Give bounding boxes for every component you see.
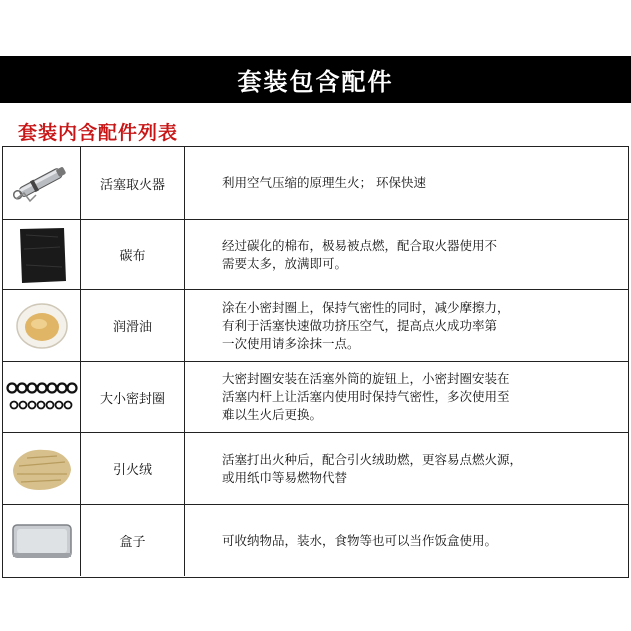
piston-fire-starter-icon	[10, 155, 74, 211]
item-description	[185, 147, 628, 219]
item-description	[185, 290, 628, 361]
table-row	[3, 290, 628, 362]
item-description	[185, 505, 628, 576]
item-description	[185, 433, 628, 504]
grease-jar-icon	[13, 298, 71, 354]
item-name: 引火绒	[81, 433, 185, 504]
item-name: 活塞取火器	[81, 147, 185, 219]
o-rings-icon	[4, 377, 80, 417]
table-row	[3, 147, 628, 220]
item-image-cell	[3, 433, 81, 504]
table-row	[3, 362, 628, 433]
item-image-cell	[3, 505, 81, 576]
page-title: 套装包含配件	[237, 67, 394, 96]
item-image-cell	[3, 147, 81, 219]
item-description-text: 大密封圈安装在活塞外筒的旋钮上，小密封圈安装在 活塞内杆上让活塞内使用时保持气密性，多次使用至 难以生火后更换。	[222, 371, 510, 422]
accessory-table	[2, 146, 629, 578]
item-description-text: 涂在小密封圈上，保持气密性的同时，减少摩擦力， 有利于活塞快速做功挤压空气，提高点火成功率第 一次使用请多涂抹一点。	[222, 299, 510, 351]
item-name: 盒子	[81, 505, 185, 576]
item-description-text: 经过碳化的棉布，极易被点燃，配合取火器使用不 需要太多，放满即可。	[222, 237, 498, 271]
list-subtitle: 套装内含配件列表	[18, 122, 179, 144]
item-description-text: 可收纳物品，装水，食物等也可以当作饭盒使用。	[222, 532, 498, 548]
item-image-cell	[3, 362, 81, 432]
item-description	[185, 362, 628, 432]
item-image-cell	[3, 220, 81, 289]
item-description	[185, 220, 628, 289]
item-description-text: 利用空气压缩的原理生火； 环保快速	[222, 175, 426, 190]
tinder-fluff-icon	[9, 444, 75, 494]
table-row	[3, 505, 628, 576]
item-description-text: 活塞打出火种后，配合引火绒助燃，更容易点燃火源， 或用纸巾等易燃物代替	[222, 451, 523, 485]
table-row	[3, 433, 628, 505]
item-image-cell	[3, 290, 81, 361]
tin-box-icon	[9, 519, 75, 563]
title-banner	[0, 56, 631, 103]
item-name: 润滑油	[81, 290, 185, 361]
table-row	[3, 220, 628, 290]
item-name: 大小密封圈	[81, 362, 185, 432]
item-name: 碳布	[81, 220, 185, 289]
char-cloth-icon	[14, 225, 70, 285]
